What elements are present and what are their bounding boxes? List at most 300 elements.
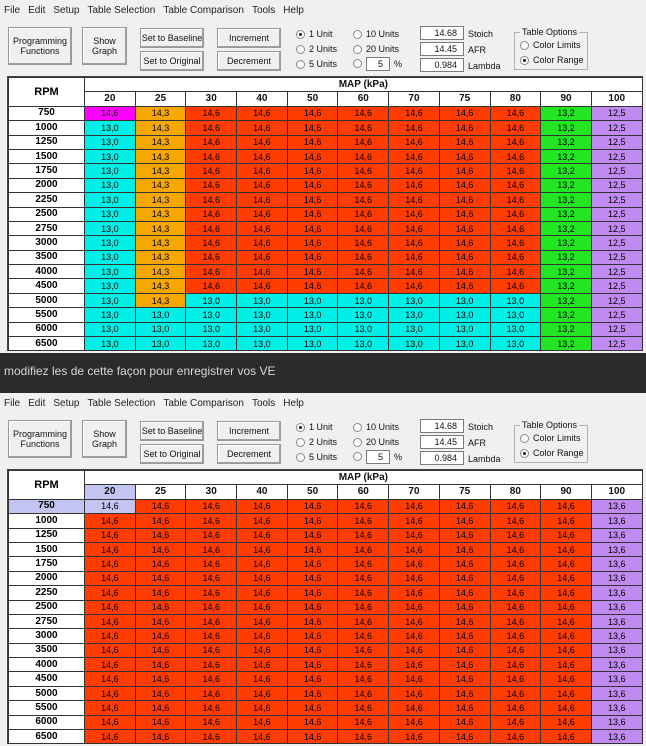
table-cell[interactable]: 14,6 bbox=[439, 279, 490, 293]
table-cell[interactable]: 14,6 bbox=[389, 528, 440, 542]
table-cell[interactable]: 14,6 bbox=[439, 193, 490, 207]
table-cell[interactable]: 13,0 bbox=[389, 322, 440, 336]
unit-20-radio[interactable]: 20 Units bbox=[353, 437, 399, 447]
table-cell[interactable]: 14,3 bbox=[135, 121, 186, 135]
table-cell[interactable]: 14,6 bbox=[389, 586, 440, 600]
table-cell[interactable]: 14,6 bbox=[439, 499, 490, 513]
rpm-row-header[interactable]: 5500 bbox=[9, 701, 85, 715]
percent-radio[interactable] bbox=[353, 452, 366, 461]
table-cell[interactable]: 14,6 bbox=[439, 571, 490, 585]
table-cell[interactable]: 14,6 bbox=[186, 614, 237, 628]
map-column-header[interactable]: 40 bbox=[237, 485, 288, 499]
rpm-row-header[interactable]: 1750 bbox=[9, 164, 85, 178]
table-cell[interactable]: 14,6 bbox=[186, 600, 237, 614]
table-cell[interactable]: 14,6 bbox=[237, 658, 288, 672]
rpm-row-header[interactable]: 2250 bbox=[9, 193, 85, 207]
table-cell[interactable]: 13,2 bbox=[541, 221, 592, 235]
table-cell[interactable]: 13,0 bbox=[287, 337, 338, 351]
table-cell[interactable]: 13,6 bbox=[591, 730, 642, 744]
table-cell[interactable]: 14,6 bbox=[490, 221, 541, 235]
table-cell[interactable]: 14,6 bbox=[490, 600, 541, 614]
table-cell[interactable]: 14,6 bbox=[490, 730, 541, 744]
table-cell[interactable]: 13,0 bbox=[85, 250, 136, 264]
table-cell[interactable]: 14,6 bbox=[186, 149, 237, 163]
table-cell[interactable]: 14,6 bbox=[541, 658, 592, 672]
table-cell[interactable]: 13,6 bbox=[591, 701, 642, 715]
table-cell[interactable]: 14,6 bbox=[85, 106, 136, 120]
map-column-header[interactable]: 80 bbox=[490, 485, 541, 499]
menu-table-selection[interactable]: Table Selection bbox=[87, 4, 156, 16]
table-cell[interactable]: 14,6 bbox=[237, 686, 288, 700]
table-cell[interactable]: 14,6 bbox=[490, 499, 541, 513]
table-cell[interactable]: 13,6 bbox=[591, 542, 642, 556]
rpm-row-header[interactable]: 3000 bbox=[9, 236, 85, 250]
table-cell[interactable]: 14,6 bbox=[490, 178, 541, 192]
table-cell[interactable]: 14,6 bbox=[135, 514, 186, 528]
unit-10-radio[interactable]: 10 Units bbox=[353, 422, 399, 432]
table-cell[interactable]: 13,0 bbox=[287, 293, 338, 307]
table-cell[interactable]: 14,6 bbox=[186, 121, 237, 135]
table-cell[interactable]: 14,6 bbox=[135, 730, 186, 744]
table-cell[interactable]: 13,0 bbox=[135, 322, 186, 336]
table-cell[interactable]: 13,2 bbox=[541, 149, 592, 163]
unit-1-radio[interactable]: 1 Unit bbox=[296, 29, 333, 39]
table-cell[interactable]: 13,2 bbox=[541, 322, 592, 336]
rpm-row-header[interactable]: 2000 bbox=[9, 178, 85, 192]
table-cell[interactable]: 13,0 bbox=[85, 308, 136, 322]
table-cell[interactable]: 13,0 bbox=[186, 337, 237, 351]
table-cell[interactable]: 14,6 bbox=[541, 701, 592, 715]
rpm-row-header[interactable]: 6500 bbox=[9, 337, 85, 351]
table-cell[interactable]: 14,6 bbox=[490, 701, 541, 715]
programming-functions-button[interactable]: Programming Functions bbox=[8, 27, 72, 65]
table-cell[interactable]: 14,6 bbox=[490, 686, 541, 700]
map-column-header[interactable]: 30 bbox=[186, 485, 237, 499]
table-cell[interactable]: 13,2 bbox=[541, 164, 592, 178]
table-cell[interactable]: 14,6 bbox=[490, 542, 541, 556]
table-cell[interactable]: 13,2 bbox=[541, 293, 592, 307]
table-cell[interactable]: 14,6 bbox=[287, 614, 338, 628]
table-cell[interactable]: 13,0 bbox=[85, 121, 136, 135]
table-cell[interactable]: 13,6 bbox=[591, 499, 642, 513]
table-cell[interactable]: 13,6 bbox=[591, 528, 642, 542]
table-cell[interactable]: 14,6 bbox=[338, 614, 389, 628]
table-cell[interactable]: 14,6 bbox=[287, 686, 338, 700]
table-cell[interactable]: 13,6 bbox=[591, 658, 642, 672]
menu-file[interactable]: File bbox=[4, 4, 21, 16]
table-cell[interactable]: 14,6 bbox=[287, 586, 338, 600]
table-cell[interactable]: 14,6 bbox=[490, 279, 541, 293]
table-cell[interactable]: 14,6 bbox=[237, 528, 288, 542]
lambda-field[interactable]: 0.984 bbox=[420, 58, 464, 72]
table-cell[interactable]: 14,6 bbox=[186, 236, 237, 250]
rpm-row-header[interactable]: 2000 bbox=[9, 571, 85, 585]
table-cell[interactable]: 14,6 bbox=[541, 715, 592, 729]
set-to-original-button[interactable]: Set to Original bbox=[140, 51, 204, 71]
table-cell[interactable]: 14,6 bbox=[541, 629, 592, 643]
table-cell[interactable]: 14,6 bbox=[389, 629, 440, 643]
table-cell[interactable]: 13,0 bbox=[237, 293, 288, 307]
table-cell[interactable]: 13,0 bbox=[389, 337, 440, 351]
table-cell[interactable]: 14,6 bbox=[541, 672, 592, 686]
rpm-row-header[interactable]: 1750 bbox=[9, 557, 85, 571]
map-column-header[interactable]: 100 bbox=[591, 485, 642, 499]
table-cell[interactable]: 13,0 bbox=[439, 322, 490, 336]
table-cell[interactable]: 14,3 bbox=[135, 221, 186, 235]
table-cell[interactable]: 12,5 bbox=[591, 207, 642, 221]
table-cell[interactable]: 14,6 bbox=[338, 730, 389, 744]
table-cell[interactable]: 14,6 bbox=[287, 672, 338, 686]
table-cell[interactable]: 12,5 bbox=[591, 221, 642, 235]
table-cell[interactable]: 14,6 bbox=[439, 730, 490, 744]
programming-functions-button[interactable]: Programming Functions bbox=[8, 420, 72, 458]
table-cell[interactable]: 12,5 bbox=[591, 279, 642, 293]
table-cell[interactable]: 13,0 bbox=[439, 293, 490, 307]
table-cell[interactable]: 14,6 bbox=[490, 643, 541, 657]
table-cell[interactable]: 14,6 bbox=[186, 643, 237, 657]
table-cell[interactable]: 12,5 bbox=[591, 106, 642, 120]
map-column-header[interactable]: 20 bbox=[85, 92, 136, 106]
table-cell[interactable]: 14,6 bbox=[237, 178, 288, 192]
rpm-row-header[interactable]: 2500 bbox=[9, 600, 85, 614]
table-cell[interactable]: 14,6 bbox=[541, 514, 592, 528]
table-cell[interactable]: 14,6 bbox=[490, 207, 541, 221]
table-cell[interactable]: 14,6 bbox=[135, 542, 186, 556]
table-cell[interactable]: 13,6 bbox=[591, 614, 642, 628]
table-cell[interactable]: 13,6 bbox=[591, 557, 642, 571]
table-cell[interactable]: 14,6 bbox=[186, 221, 237, 235]
table-cell[interactable]: 14,6 bbox=[439, 514, 490, 528]
table-cell[interactable]: 14,6 bbox=[85, 514, 136, 528]
table-cell[interactable]: 14,6 bbox=[237, 106, 288, 120]
table-cell[interactable]: 14,6 bbox=[490, 571, 541, 585]
table-cell[interactable]: 14,6 bbox=[186, 586, 237, 600]
table-cell[interactable]: 13,0 bbox=[490, 322, 541, 336]
menu-setup[interactable]: Setup bbox=[53, 4, 80, 16]
unit-2-radio[interactable]: 2 Units bbox=[296, 437, 337, 447]
color-limits-radio[interactable]: Color Limits bbox=[520, 40, 581, 50]
table-cell[interactable]: 14,6 bbox=[287, 643, 338, 657]
table-cell[interactable]: 13,6 bbox=[591, 514, 642, 528]
table-cell[interactable]: 14,6 bbox=[287, 557, 338, 571]
table-cell[interactable]: 14,6 bbox=[490, 557, 541, 571]
map-column-header[interactable]: 30 bbox=[186, 92, 237, 106]
table-cell[interactable]: 14,6 bbox=[338, 221, 389, 235]
table-cell[interactable]: 13,0 bbox=[85, 279, 136, 293]
unit-2-radio[interactable]: 2 Units bbox=[296, 44, 337, 54]
table-cell[interactable]: 13,6 bbox=[591, 600, 642, 614]
table-cell[interactable]: 13,0 bbox=[135, 337, 186, 351]
rpm-row-header[interactable]: 3500 bbox=[9, 643, 85, 657]
table-cell[interactable]: 14,6 bbox=[490, 658, 541, 672]
table-cell[interactable]: 14,6 bbox=[338, 164, 389, 178]
table-cell[interactable]: 13,2 bbox=[541, 135, 592, 149]
table-cell[interactable]: 14,6 bbox=[439, 614, 490, 628]
table-cell[interactable]: 14,6 bbox=[135, 686, 186, 700]
table-cell[interactable]: 14,6 bbox=[389, 265, 440, 279]
table-cell[interactable]: 14,6 bbox=[287, 236, 338, 250]
rpm-row-header[interactable]: 5500 bbox=[9, 308, 85, 322]
table-cell[interactable]: 12,5 bbox=[591, 121, 642, 135]
stoich-field[interactable]: 14.68 bbox=[420, 26, 464, 40]
table-cell[interactable]: 14,6 bbox=[85, 730, 136, 744]
table-cell[interactable]: 14,6 bbox=[490, 629, 541, 643]
table-cell[interactable]: 14,6 bbox=[237, 542, 288, 556]
table-cell[interactable]: 14,6 bbox=[135, 557, 186, 571]
table-cell[interactable]: 14,6 bbox=[186, 279, 237, 293]
table-cell[interactable]: 14,6 bbox=[287, 279, 338, 293]
table-cell[interactable]: 12,5 bbox=[591, 308, 642, 322]
show-graph-button[interactable]: Show Graph bbox=[82, 420, 127, 458]
table-cell[interactable]: 14,6 bbox=[338, 121, 389, 135]
table-cell[interactable]: 14,6 bbox=[287, 715, 338, 729]
table-cell[interactable]: 14,6 bbox=[389, 600, 440, 614]
table-cell[interactable]: 13,0 bbox=[85, 337, 136, 351]
table-cell[interactable]: 14,6 bbox=[237, 629, 288, 643]
table-cell[interactable]: 14,6 bbox=[85, 701, 136, 715]
table-cell[interactable]: 14,6 bbox=[389, 643, 440, 657]
table-cell[interactable]: 13,6 bbox=[591, 643, 642, 657]
table-cell[interactable]: 12,5 bbox=[591, 265, 642, 279]
table-cell[interactable]: 14,6 bbox=[338, 672, 389, 686]
table-cell[interactable]: 14,6 bbox=[439, 643, 490, 657]
table-cell[interactable]: 14,6 bbox=[439, 221, 490, 235]
table-cell[interactable]: 14,6 bbox=[338, 643, 389, 657]
rpm-row-header[interactable]: 2500 bbox=[9, 207, 85, 221]
table-cell[interactable]: 14,6 bbox=[237, 121, 288, 135]
table-cell[interactable]: 12,5 bbox=[591, 193, 642, 207]
table-cell[interactable]: 14,6 bbox=[439, 135, 490, 149]
table-cell[interactable]: 13,2 bbox=[541, 106, 592, 120]
table-cell[interactable]: 14,6 bbox=[439, 586, 490, 600]
table-cell[interactable]: 14,6 bbox=[338, 715, 389, 729]
afr-field[interactable]: 14.45 bbox=[420, 42, 464, 56]
table-cell[interactable]: 14,6 bbox=[338, 250, 389, 264]
color-range-radio[interactable]: Color Range bbox=[520, 55, 584, 65]
table-cell[interactable]: 13,6 bbox=[591, 571, 642, 585]
table-cell[interactable]: 14,6 bbox=[490, 672, 541, 686]
table-cell[interactable]: 14,6 bbox=[85, 672, 136, 686]
table-cell[interactable]: 14,6 bbox=[287, 528, 338, 542]
table-cell[interactable]: 13,0 bbox=[287, 322, 338, 336]
table-cell[interactable]: 14,3 bbox=[135, 265, 186, 279]
table-cell[interactable]: 14,6 bbox=[541, 686, 592, 700]
table-cell[interactable]: 14,6 bbox=[85, 586, 136, 600]
rpm-row-header[interactable]: 5000 bbox=[9, 686, 85, 700]
table-cell[interactable]: 14,6 bbox=[389, 514, 440, 528]
table-cell[interactable]: 14,6 bbox=[541, 542, 592, 556]
menu-help[interactable]: Help bbox=[283, 397, 304, 409]
table-cell[interactable]: 13,2 bbox=[541, 121, 592, 135]
decrement-button[interactable]: Decrement bbox=[217, 51, 281, 71]
table-cell[interactable]: 14,3 bbox=[135, 250, 186, 264]
table-cell[interactable]: 14,6 bbox=[439, 106, 490, 120]
table-cell[interactable]: 14,6 bbox=[287, 499, 338, 513]
map-column-header[interactable]: 80 bbox=[490, 92, 541, 106]
table-cell[interactable]: 14,6 bbox=[186, 528, 237, 542]
table-cell[interactable]: 14,6 bbox=[541, 499, 592, 513]
table-cell[interactable]: 14,6 bbox=[135, 499, 186, 513]
table-cell[interactable]: 14,6 bbox=[541, 730, 592, 744]
table-cell[interactable]: 14,6 bbox=[135, 614, 186, 628]
table-cell[interactable]: 14,6 bbox=[135, 629, 186, 643]
table-cell[interactable]: 14,6 bbox=[186, 557, 237, 571]
table-cell[interactable]: 13,0 bbox=[85, 193, 136, 207]
table-cell[interactable]: 14,6 bbox=[186, 715, 237, 729]
table-cell[interactable]: 13,0 bbox=[389, 293, 440, 307]
table-cell[interactable]: 14,6 bbox=[490, 121, 541, 135]
table-cell[interactable]: 14,6 bbox=[490, 236, 541, 250]
table-cell[interactable]: 13,2 bbox=[541, 207, 592, 221]
menu-table-comparison[interactable]: Table Comparison bbox=[163, 397, 244, 409]
table-cell[interactable]: 13,0 bbox=[338, 308, 389, 322]
table-cell[interactable]: 14,6 bbox=[287, 221, 338, 235]
rpm-row-header[interactable]: 4500 bbox=[9, 279, 85, 293]
stoich-field[interactable]: 14.68 bbox=[420, 419, 464, 433]
table-cell[interactable]: 14,6 bbox=[439, 236, 490, 250]
table-cell[interactable]: 14,6 bbox=[338, 629, 389, 643]
table-cell[interactable]: 14,6 bbox=[237, 149, 288, 163]
unit-5-radio[interactable]: 5 Units bbox=[296, 452, 337, 462]
map-column-header[interactable]: 100 bbox=[591, 92, 642, 106]
table-cell[interactable]: 14,6 bbox=[237, 600, 288, 614]
table-cell[interactable]: 14,6 bbox=[439, 528, 490, 542]
table-cell[interactable]: 14,6 bbox=[338, 279, 389, 293]
table-cell[interactable]: 13,0 bbox=[439, 308, 490, 322]
rpm-row-header[interactable]: 4000 bbox=[9, 658, 85, 672]
table-cell[interactable]: 13,0 bbox=[135, 308, 186, 322]
table-cell[interactable]: 13,0 bbox=[439, 337, 490, 351]
table-cell[interactable]: 14,3 bbox=[135, 149, 186, 163]
table-cell[interactable]: 14,3 bbox=[135, 207, 186, 221]
table-cell[interactable]: 14,6 bbox=[389, 106, 440, 120]
afr-field[interactable]: 14.45 bbox=[420, 435, 464, 449]
table-cell[interactable]: 14,6 bbox=[338, 193, 389, 207]
table-cell[interactable]: 14,6 bbox=[287, 149, 338, 163]
menu-setup[interactable]: Setup bbox=[53, 397, 80, 409]
table-cell[interactable]: 14,6 bbox=[490, 715, 541, 729]
table-cell[interactable]: 14,6 bbox=[389, 236, 440, 250]
rpm-row-header[interactable]: 6000 bbox=[9, 715, 85, 729]
percent-radio[interactable] bbox=[353, 59, 366, 68]
menu-edit[interactable]: Edit bbox=[28, 4, 46, 16]
table-cell[interactable]: 14,6 bbox=[338, 178, 389, 192]
table-cell[interactable]: 14,6 bbox=[186, 164, 237, 178]
increment-button[interactable]: Increment bbox=[217, 421, 281, 441]
table-cell[interactable]: 14,6 bbox=[85, 528, 136, 542]
table-cell[interactable]: 14,6 bbox=[439, 265, 490, 279]
table-cell[interactable]: 14,3 bbox=[135, 178, 186, 192]
table-cell[interactable]: 13,2 bbox=[541, 265, 592, 279]
set-to-original-button[interactable]: Set to Original bbox=[140, 444, 204, 464]
table-cell[interactable]: 14,6 bbox=[135, 701, 186, 715]
map-column-header[interactable]: 20 bbox=[85, 485, 136, 499]
table-cell[interactable]: 14,3 bbox=[135, 135, 186, 149]
rpm-row-header[interactable]: 2750 bbox=[9, 614, 85, 628]
rpm-row-header[interactable]: 2750 bbox=[9, 221, 85, 235]
rpm-row-header[interactable]: 2250 bbox=[9, 586, 85, 600]
map-column-header[interactable]: 50 bbox=[287, 485, 338, 499]
table-cell[interactable]: 14,6 bbox=[338, 135, 389, 149]
table-cell[interactable]: 13,0 bbox=[490, 293, 541, 307]
table-cell[interactable]: 14,6 bbox=[237, 250, 288, 264]
lambda-field[interactable]: 0.984 bbox=[420, 451, 464, 465]
table-cell[interactable]: 14,6 bbox=[338, 514, 389, 528]
table-cell[interactable]: 14,6 bbox=[186, 499, 237, 513]
table-cell[interactable]: 14,6 bbox=[186, 193, 237, 207]
table-cell[interactable]: 14,6 bbox=[237, 514, 288, 528]
table-cell[interactable]: 13,6 bbox=[591, 672, 642, 686]
table-cell[interactable]: 14,6 bbox=[439, 715, 490, 729]
table-cell[interactable]: 14,6 bbox=[237, 279, 288, 293]
table-cell[interactable]: 14,6 bbox=[439, 542, 490, 556]
rpm-row-header[interactable]: 5000 bbox=[9, 293, 85, 307]
table-cell[interactable]: 14,6 bbox=[338, 571, 389, 585]
table-cell[interactable]: 14,6 bbox=[490, 528, 541, 542]
table-cell[interactable]: 14,6 bbox=[135, 658, 186, 672]
table-cell[interactable]: 14,6 bbox=[237, 207, 288, 221]
table-cell[interactable]: 13,6 bbox=[591, 586, 642, 600]
table-cell[interactable]: 13,6 bbox=[591, 715, 642, 729]
rpm-row-header[interactable]: 1250 bbox=[9, 135, 85, 149]
table-cell[interactable]: 14,6 bbox=[287, 193, 338, 207]
table-cell[interactable]: 13,0 bbox=[85, 135, 136, 149]
table-cell[interactable]: 13,0 bbox=[85, 178, 136, 192]
table-cell[interactable]: 14,6 bbox=[287, 600, 338, 614]
table-cell[interactable]: 13,0 bbox=[338, 293, 389, 307]
map-column-header[interactable]: 60 bbox=[338, 92, 389, 106]
table-cell[interactable]: 14,6 bbox=[237, 571, 288, 585]
table-cell[interactable]: 14,6 bbox=[439, 250, 490, 264]
table-cell[interactable]: 14,6 bbox=[85, 600, 136, 614]
table-cell[interactable]: 14,6 bbox=[389, 571, 440, 585]
table-cell[interactable]: 14,6 bbox=[541, 600, 592, 614]
table-cell[interactable]: 14,6 bbox=[186, 250, 237, 264]
table-cell[interactable]: 14,6 bbox=[186, 629, 237, 643]
table-cell[interactable]: 14,6 bbox=[135, 528, 186, 542]
table-cell[interactable]: 14,6 bbox=[439, 121, 490, 135]
table-cell[interactable]: 14,6 bbox=[85, 614, 136, 628]
table-cell[interactable]: 13,0 bbox=[186, 322, 237, 336]
table-cell[interactable]: 14,6 bbox=[237, 672, 288, 686]
table-cell[interactable]: 14,3 bbox=[135, 236, 186, 250]
table-cell[interactable]: 14,6 bbox=[186, 178, 237, 192]
table-cell[interactable]: 14,6 bbox=[237, 730, 288, 744]
table-cell[interactable]: 14,6 bbox=[439, 686, 490, 700]
table-cell[interactable]: 13,0 bbox=[85, 265, 136, 279]
table-cell[interactable]: 14,6 bbox=[541, 571, 592, 585]
table-cell[interactable]: 14,6 bbox=[439, 149, 490, 163]
table-cell[interactable]: 14,6 bbox=[338, 701, 389, 715]
table-cell[interactable]: 14,6 bbox=[439, 164, 490, 178]
unit-20-radio[interactable]: 20 Units bbox=[353, 44, 399, 54]
unit-1-radio[interactable]: 1 Unit bbox=[296, 422, 333, 432]
table-cell[interactable]: 14,6 bbox=[237, 586, 288, 600]
table-cell[interactable]: 14,6 bbox=[237, 164, 288, 178]
table-cell[interactable]: 14,6 bbox=[338, 557, 389, 571]
rpm-row-header[interactable]: 6500 bbox=[9, 730, 85, 744]
percent-input[interactable]: 5 bbox=[366, 450, 390, 464]
table-cell[interactable]: 13,2 bbox=[541, 308, 592, 322]
table-cell[interactable]: 13,6 bbox=[591, 686, 642, 700]
table-cell[interactable]: 14,6 bbox=[389, 499, 440, 513]
table-cell[interactable]: 14,6 bbox=[490, 193, 541, 207]
set-to-baseline-button[interactable]: Set to Baseline bbox=[140, 421, 204, 441]
table-cell[interactable]: 12,5 bbox=[591, 236, 642, 250]
table-cell[interactable]: 14,6 bbox=[490, 164, 541, 178]
table-cell[interactable]: 14,6 bbox=[541, 557, 592, 571]
table-cell[interactable]: 14,6 bbox=[135, 600, 186, 614]
